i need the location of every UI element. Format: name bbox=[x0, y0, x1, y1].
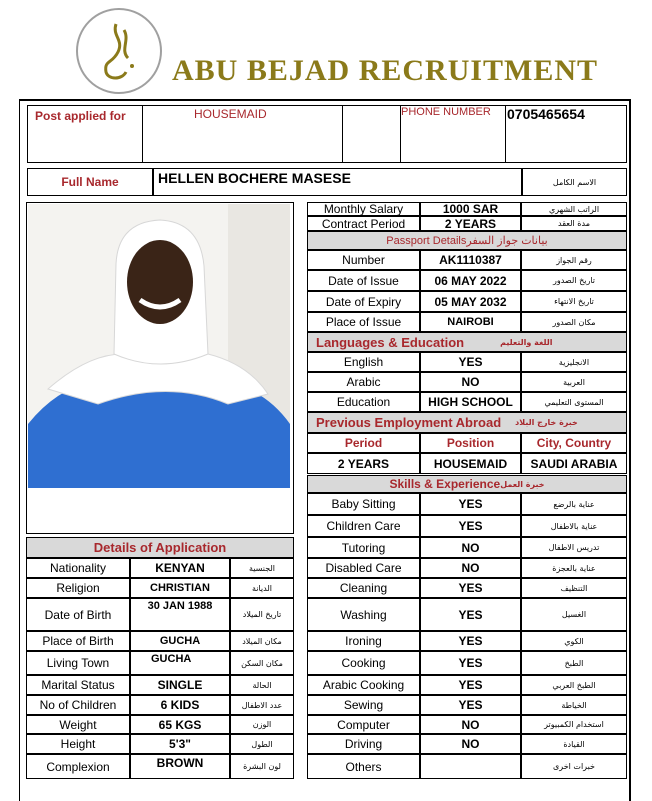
skill-value: YES bbox=[420, 515, 521, 537]
education-value: HIGH SCHOOL bbox=[420, 392, 521, 412]
skill-label: Others bbox=[307, 754, 420, 779]
skill-label: Cooking bbox=[307, 651, 420, 675]
date-of-issue-label: Date of Issue bbox=[307, 270, 420, 291]
date-of-expiry-arabic: تاريخ الانتهاء bbox=[521, 291, 627, 312]
skill-value: YES bbox=[420, 631, 521, 651]
skills-header bbox=[307, 475, 627, 493]
skill-arabic: الكوي bbox=[521, 631, 627, 651]
skill-value: NO bbox=[420, 537, 521, 558]
skill-value: NO bbox=[420, 558, 521, 578]
monthly-salary-label: Monthly Salary bbox=[307, 202, 420, 216]
skill-label: Tutoring bbox=[307, 537, 420, 558]
skill-label: Disabled Care bbox=[307, 558, 420, 578]
app-arabic: تاريخ الميلاد bbox=[230, 598, 294, 631]
divider bbox=[142, 105, 143, 163]
employment-location-value: SAUDI ARABIA bbox=[521, 453, 627, 474]
skill-label: Driving bbox=[307, 734, 420, 754]
full-name-label: Full Name bbox=[27, 168, 153, 196]
skill-value: YES bbox=[420, 695, 521, 715]
app-arabic: عدد الاطفال bbox=[230, 695, 294, 715]
app-value: GUCHA bbox=[130, 651, 230, 675]
app-label: Marital Status bbox=[26, 675, 130, 695]
app-value: GUCHA bbox=[130, 631, 230, 651]
app-arabic: الديانة bbox=[230, 578, 294, 598]
skill-arabic: عناية بالعجزة bbox=[521, 558, 627, 578]
skill-arabic: عناية بالرضع bbox=[521, 493, 627, 515]
arabic-arabic: العربية bbox=[521, 372, 627, 392]
passport-details-header: Passport Detailsبيانات جواز السفر bbox=[307, 231, 627, 250]
employment-col-position: Position bbox=[420, 433, 521, 453]
arabic-value: NO bbox=[420, 372, 521, 392]
passport-number-arabic: رقم الجواز bbox=[521, 250, 627, 270]
skill-label: Washing bbox=[307, 598, 420, 631]
monthly-salary-arabic: الراتب الشهري bbox=[521, 202, 627, 216]
skill-arabic: استخدام الكمبيوتر bbox=[521, 715, 627, 734]
app-value: SINGLE bbox=[130, 675, 230, 695]
skill-arabic: الخياطة bbox=[521, 695, 627, 715]
skill-value: YES bbox=[420, 578, 521, 598]
employment-period-value: 2 YEARS bbox=[307, 453, 420, 474]
skill-arabic: الغسيل bbox=[521, 598, 627, 631]
skill-label: Children Care bbox=[307, 515, 420, 537]
full-name-arabic: الاسم الكامل bbox=[522, 168, 627, 196]
date-of-issue-arabic: تاريخ الصدور bbox=[521, 270, 627, 291]
skill-label: Baby Sitting bbox=[307, 493, 420, 515]
phone-value: 0705465654 bbox=[507, 106, 585, 122]
app-label: Religion bbox=[26, 578, 130, 598]
education-label: Education bbox=[307, 392, 420, 412]
app-label: No of Children bbox=[26, 695, 130, 715]
languages-header bbox=[307, 332, 627, 352]
skill-arabic: عناية بالاطفال bbox=[521, 515, 627, 537]
date-of-expiry-label: Date of Expiry bbox=[307, 291, 420, 312]
english-label: English bbox=[307, 352, 420, 372]
skill-value: YES bbox=[420, 675, 521, 695]
company-name: ABU BEJAD RECRUITMENT bbox=[172, 54, 599, 87]
employment-col-period: Period bbox=[307, 433, 420, 453]
skill-arabic: القيادة bbox=[521, 734, 627, 754]
app-label: Nationality bbox=[26, 558, 130, 578]
app-label: Living Town bbox=[26, 651, 130, 675]
phone-label: PHONE NUMBER bbox=[401, 106, 491, 118]
place-of-issue-label: Place of Issue bbox=[307, 312, 420, 332]
place-of-issue-arabic: مكان الصدور bbox=[521, 312, 627, 332]
place-of-issue-value: NAIROBI bbox=[420, 312, 521, 332]
app-value: CHRISTIAN bbox=[130, 578, 230, 598]
employment-title-arabic: خبرة خارج البلاد bbox=[515, 418, 578, 427]
languages-title-arabic: اللغة والتعليم bbox=[500, 337, 553, 347]
passport-number-label: Number bbox=[307, 250, 420, 270]
contract-period-value: 2 YEARS bbox=[420, 216, 521, 231]
skill-value: NO bbox=[420, 734, 521, 754]
date-of-expiry-value: 05 MAY 2032 bbox=[420, 291, 521, 312]
contract-period-arabic: مدة العقد bbox=[521, 216, 627, 231]
application-header: Details of Application bbox=[26, 537, 294, 558]
skill-value bbox=[420, 754, 521, 779]
app-arabic: مكان الميلاد bbox=[230, 631, 294, 651]
app-arabic: الجنسية bbox=[230, 558, 294, 578]
divider bbox=[505, 105, 506, 163]
candidate-photo bbox=[28, 204, 290, 488]
skill-value: NO bbox=[420, 715, 521, 734]
skill-label: Ironing bbox=[307, 631, 420, 651]
post-value: HOUSEMAID bbox=[194, 107, 267, 121]
skill-arabic: خبرات اخرى bbox=[521, 754, 627, 779]
skill-value: YES bbox=[420, 598, 521, 631]
skill-label: Cleaning bbox=[307, 578, 420, 598]
monthly-salary-value: 1000 SAR bbox=[420, 202, 521, 216]
employment-title: Previous Employment Abroad bbox=[316, 415, 502, 430]
languages-title: Languages & Education bbox=[316, 334, 465, 350]
app-arabic: لون البشرة bbox=[230, 754, 294, 779]
post-label: Post applied for bbox=[35, 109, 126, 123]
company-logo bbox=[74, 6, 164, 96]
skill-arabic: الطبخ العربي bbox=[521, 675, 627, 695]
skill-value: YES bbox=[420, 651, 521, 675]
education-arabic: المستوى التعليمي bbox=[521, 392, 627, 412]
app-label: Weight bbox=[26, 715, 130, 734]
contract-period-label: Contract Period bbox=[307, 216, 420, 231]
skills-title: Skills & Experience bbox=[389, 477, 501, 491]
skill-label: Computer bbox=[307, 715, 420, 734]
skill-label: Arabic Cooking bbox=[307, 675, 420, 695]
app-arabic: مكان السكن bbox=[230, 651, 294, 675]
skills-title-arabic: خبرة العمل bbox=[500, 479, 545, 489]
app-label: Date of Birth bbox=[26, 598, 130, 631]
app-label: Complexion bbox=[26, 754, 130, 779]
english-value: YES bbox=[420, 352, 521, 372]
app-value: 6 KIDS bbox=[130, 695, 230, 715]
app-arabic: الحالة bbox=[230, 675, 294, 695]
app-arabic: الوزن bbox=[230, 715, 294, 734]
app-value: 5'3" bbox=[130, 734, 230, 754]
skill-label: Sewing bbox=[307, 695, 420, 715]
app-value: 30 JAN 1988 bbox=[130, 598, 230, 631]
employment-position-value: HOUSEMAID bbox=[420, 453, 521, 474]
app-arabic: الطول bbox=[230, 734, 294, 754]
app-value: KENYAN bbox=[130, 558, 230, 578]
skill-arabic: التنظيف bbox=[521, 578, 627, 598]
date-of-issue-value: 06 MAY 2022 bbox=[420, 270, 521, 291]
skill-value: YES bbox=[420, 493, 521, 515]
employment-col-location: City, Country bbox=[521, 433, 627, 453]
employment-header bbox=[307, 412, 627, 433]
app-value: 65 KGS bbox=[130, 715, 230, 734]
app-label: Height bbox=[26, 734, 130, 754]
full-name-value: HELLEN BOCHERE MASESE bbox=[153, 168, 522, 196]
divider bbox=[342, 105, 343, 163]
skill-arabic: الطبخ bbox=[521, 651, 627, 675]
skill-arabic: تدريس الاطفال bbox=[521, 537, 627, 558]
passport-number-value: AK1110387 bbox=[420, 250, 521, 270]
app-value: BROWN bbox=[130, 754, 230, 779]
english-arabic: الانجليزية bbox=[521, 352, 627, 372]
arabic-label: Arabic bbox=[307, 372, 420, 392]
app-label: Place of Birth bbox=[26, 631, 130, 651]
